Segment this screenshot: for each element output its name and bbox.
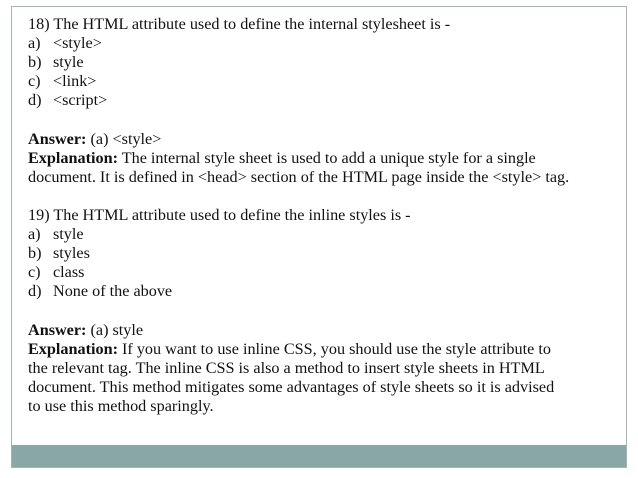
q18-option-a: a) <style> — [28, 34, 102, 53]
q19-option-b: b) styles — [28, 244, 90, 263]
q19-explanation-line-3: document. This method mitigates some advantages of style sheets so it is advised — [28, 377, 555, 396]
question-19: 19) The HTML attribute used to define the inline styles is - — [28, 205, 411, 224]
footer-bar — [12, 445, 626, 467]
q18-answer: Answer: (a) <style> — [28, 129, 162, 148]
q19-option-d: d) None of the above — [28, 282, 173, 301]
q19-option-c: c) class — [28, 263, 85, 282]
slide-content — [28, 15, 618, 416]
q19-explanation-line-1: Explanation: If you want to use inline CSS, you should use the style attribute to — [28, 339, 551, 358]
q18-explanation-line-2: document. It is defined in <head> section of the HTML page inside the <style> tag. — [28, 167, 570, 186]
q18-explanation-line-1: Explanation: The internal style sheet is used to add a unique style for a single — [28, 148, 536, 167]
q19-option-a: a) style — [28, 225, 84, 244]
q18-option-c: c) <link> — [28, 72, 97, 91]
q19-explanation-line-4: to use this method sparingly. — [28, 396, 214, 415]
q19-explanation-line-2: the relevant tag. The inline CSS is also a method to insert style sheets in HTML — [28, 358, 545, 377]
q18-option-d: d) <script> — [28, 91, 108, 110]
q19-answer: Answer: (a) style — [28, 320, 144, 339]
slide — [11, 6, 627, 468]
question-18: 18) The HTML attribute used to define the internal stylesheet is - — [28, 15, 451, 33]
q18-option-b: b) style — [28, 53, 84, 72]
